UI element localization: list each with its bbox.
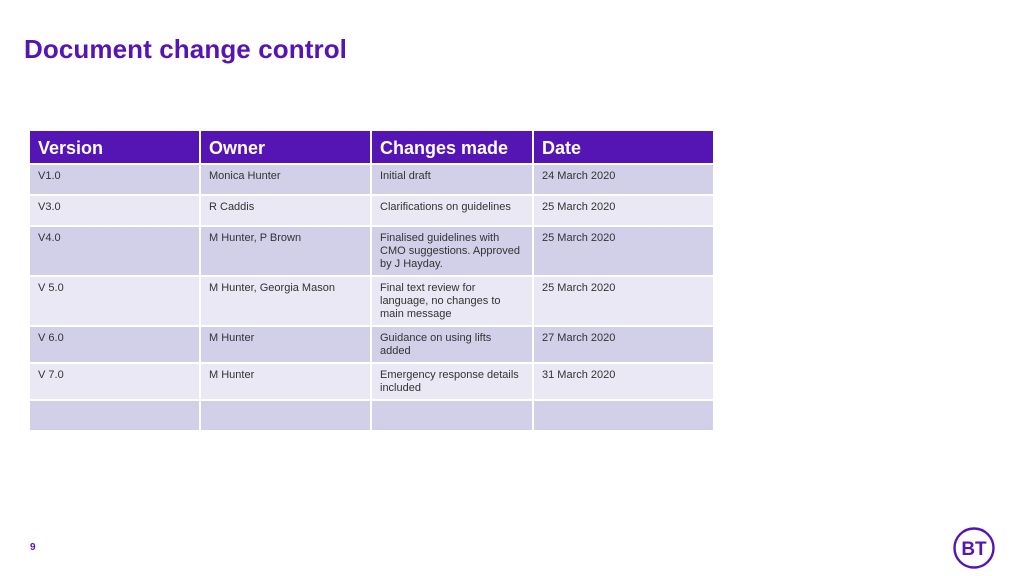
cell-version bbox=[30, 400, 200, 431]
svg-text:BT: BT bbox=[961, 539, 987, 560]
cell-date: 27 March 2020 bbox=[533, 326, 713, 363]
cell-date: 25 March 2020 bbox=[533, 276, 713, 326]
cell-owner: M Hunter bbox=[200, 363, 371, 400]
header-date: Date bbox=[533, 131, 713, 164]
cell-changes: Guidance on using lifts added bbox=[371, 326, 533, 363]
cell-changes: Emergency response details included bbox=[371, 363, 533, 400]
cell-version: V 5.0 bbox=[30, 276, 200, 326]
cell-owner bbox=[200, 400, 371, 431]
cell-version: V3.0 bbox=[30, 195, 200, 226]
cell-changes: Finalised guidelines with CMO suggestions. Approved by J Hayday. bbox=[371, 226, 533, 276]
cell-version: V 6.0 bbox=[30, 326, 200, 363]
table-row bbox=[30, 363, 713, 400]
table-row bbox=[30, 195, 713, 226]
cell-date: 25 March 2020 bbox=[533, 226, 713, 276]
cell-changes: Initial draft bbox=[371, 164, 533, 195]
table-row bbox=[30, 326, 713, 363]
bt-logo-icon bbox=[953, 527, 995, 569]
page-title: Document change control bbox=[24, 34, 347, 64]
cell-owner: M Hunter bbox=[200, 326, 371, 363]
table-row bbox=[30, 164, 713, 195]
change-control-table bbox=[30, 131, 713, 432]
cell-owner: Monica Hunter bbox=[200, 164, 371, 195]
cell-changes bbox=[371, 400, 533, 431]
cell-version: V 7.0 bbox=[30, 363, 200, 400]
header-owner: Owner bbox=[200, 131, 371, 164]
cell-changes: Clarifications on guidelines bbox=[371, 195, 533, 226]
cell-owner: R Caddis bbox=[200, 195, 371, 226]
cell-owner: M Hunter, P Brown bbox=[200, 226, 371, 276]
page-number: 9 bbox=[30, 542, 36, 553]
table-row bbox=[30, 276, 713, 326]
table-row-empty bbox=[30, 400, 713, 431]
cell-date: 24 March 2020 bbox=[533, 164, 713, 195]
cell-date: 25 March 2020 bbox=[533, 195, 713, 226]
cell-date: 31 March 2020 bbox=[533, 363, 713, 400]
cell-version: V1.0 bbox=[30, 164, 200, 195]
table-row bbox=[30, 226, 713, 276]
header-changes-made: Changes made bbox=[371, 131, 533, 164]
cell-owner: M Hunter, Georgia Mason bbox=[200, 276, 371, 326]
cell-version: V4.0 bbox=[30, 226, 200, 276]
cell-changes: Final text review for language, no changes to main message bbox=[371, 276, 533, 326]
cell-date bbox=[533, 400, 713, 431]
table-header-row bbox=[30, 131, 713, 164]
header-version: Version bbox=[30, 131, 200, 164]
